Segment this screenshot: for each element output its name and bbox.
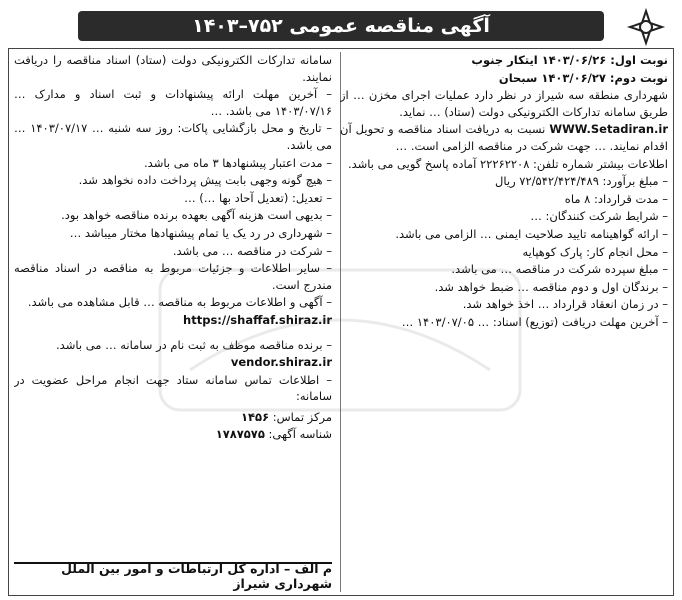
left-item-9: – شرکت در مناقصه … می باشد.: [172, 243, 332, 258]
ad-footer: م الف – اداره کل ارتباطات و امور بین الملل شهرداری شیراز: [14, 562, 332, 588]
condition-item-1: – مبلغ برآورد: ۷۲/۵۴۲/۴۲۴/۴۸۹ ریال: [495, 174, 668, 189]
right-column: [340, 52, 668, 560]
publication-1: [340, 52, 668, 69]
phone-line: اطلاعات بیشتر شماره تلفن: ۲۲۲۶۲۲۰۸ آماده پاسخ گویی می باشد.: [347, 156, 668, 171]
ad-header: [8, 5, 674, 49]
ad-id: [14, 426, 332, 443]
left-item-1: سامانه تدارکات الکترونیکی دولت (ستاد) اسناد مناقصه را دریافت نمایند.: [14, 53, 332, 84]
condition-item-3: – شرایط شرکت کنندگان: …: [530, 209, 668, 224]
publication-2-date: نوبت دوم: ۱۴۰۳/۰۶/۲۷ سبحان: [498, 70, 668, 85]
contact-center-value: ۱۴۵۶: [241, 409, 270, 424]
vendor-url[interactable]: vendor.shiraz.ir: [230, 355, 332, 370]
condition-item-4: – ارائه گواهینامه تایید صلاحیت ایمنی … الزامی می باشد.: [395, 226, 668, 241]
left-item-7: – بدیهی است هزینه آگهی بعهده برنده مناقصه خواهد بود.: [61, 208, 332, 223]
left-column: [14, 52, 332, 560]
left-item-6: – تعدیل: (تعدیل آحاد بها …) …: [184, 190, 332, 205]
left-item-11: – آگهی و اطلاعات مربوط به مناقصه … قابل مشاهده می باشد.: [27, 295, 332, 310]
vendor-url-line: [14, 354, 332, 371]
left-item-10: – سایر اطلاعات و جزئیات مربوط به مناقصه در اسناد مناقصه مندرج است.: [14, 261, 332, 292]
intro-paragraph-tail: نسبت به دریافت اسناد مناقصه و تحویل آن اقدام نمایند. … جهت شرکت در مناقصه الزامی است. …: [340, 122, 668, 153]
setad-url-line: [340, 121, 668, 154]
left-item-12: – برنده مناقصه موظف به ثبت نام در سامانه … می باشد.: [56, 337, 332, 352]
left-item-13: – اطلاعات تماس سامانه ستاد جهت انجام مراحل عضویت در سامانه:: [14, 372, 332, 404]
publication-2: [340, 70, 668, 87]
setad-url[interactable]: WWW.Setadiran.ir: [549, 122, 668, 137]
intro-paragraph: شهرداری منطقه سه شیراز در نظر دارد عملیات اجرای مخزن … از طریق سامانه تدارکات الکترونیکی دولت (ستاد) … نماید.: [340, 88, 668, 119]
ad-id-label: شناسه آگهی:: [268, 427, 332, 442]
contact-center: [14, 409, 332, 426]
left-item-2: – آخرین مهلت ارائه پیشنهادات و ثبت اسناد و مدارک … ۱۴۰۳/۰۷/۱۶ می باشد. …: [14, 87, 332, 118]
ad-title: آگهی مناقصه عمومی ۷۵۲–۱۴۰۳: [78, 11, 604, 41]
condition-item-9: – آخرین مهلت دریافت (توزیع) اسناد: … ۱۴۰۳/۰۷/۰۵ …: [401, 314, 668, 329]
condition-item-6: – مبلغ سپرده شرکت در مناقصه … می باشد.: [451, 262, 668, 277]
ad-id-value: ۱۷۸۷۵۷۵: [215, 427, 265, 442]
shaffaf-url-line: [14, 312, 332, 329]
left-item-3: – تاریخ و محل بازگشایی پاکات: روز سه شنبه … ۱۴۰۳/۰۷/۱۷ … می باشد.: [14, 121, 332, 152]
contact-center-label: مرکز تماس:: [272, 409, 332, 424]
left-item-8: – شهرداری در رد یک یا تمام پیشنهادها مختار میباشد …: [69, 225, 332, 240]
publication-1-date: نوبت اول: ۱۴۰۳/۰۶/۲۶ ایتکار جنوب: [471, 53, 668, 67]
condition-item-7: – برندگان اول و دوم مناقصه … ضبط خواهد شد.: [434, 279, 668, 294]
shiraz-municipality-logo-icon: [624, 5, 668, 49]
condition-item-5: – محل انجام کار: پارک کوهپایه: [522, 244, 668, 259]
condition-item-8: – در زمان انعقاد قرارداد … اخذ خواهد شد.: [462, 297, 668, 312]
condition-item-2: – مدت قرارداد: ۸ ماه: [564, 191, 668, 206]
left-item-4: – مدت اعتبار پیشنهادها ۳ ماه می باشد.: [144, 155, 332, 170]
shaffaf-url[interactable]: https://shaffaf.shiraz.ir: [183, 312, 332, 327]
left-item-5: – هیچ گونه وجهی بابت پیش پرداخت داده نخواهد شد.: [78, 173, 332, 188]
